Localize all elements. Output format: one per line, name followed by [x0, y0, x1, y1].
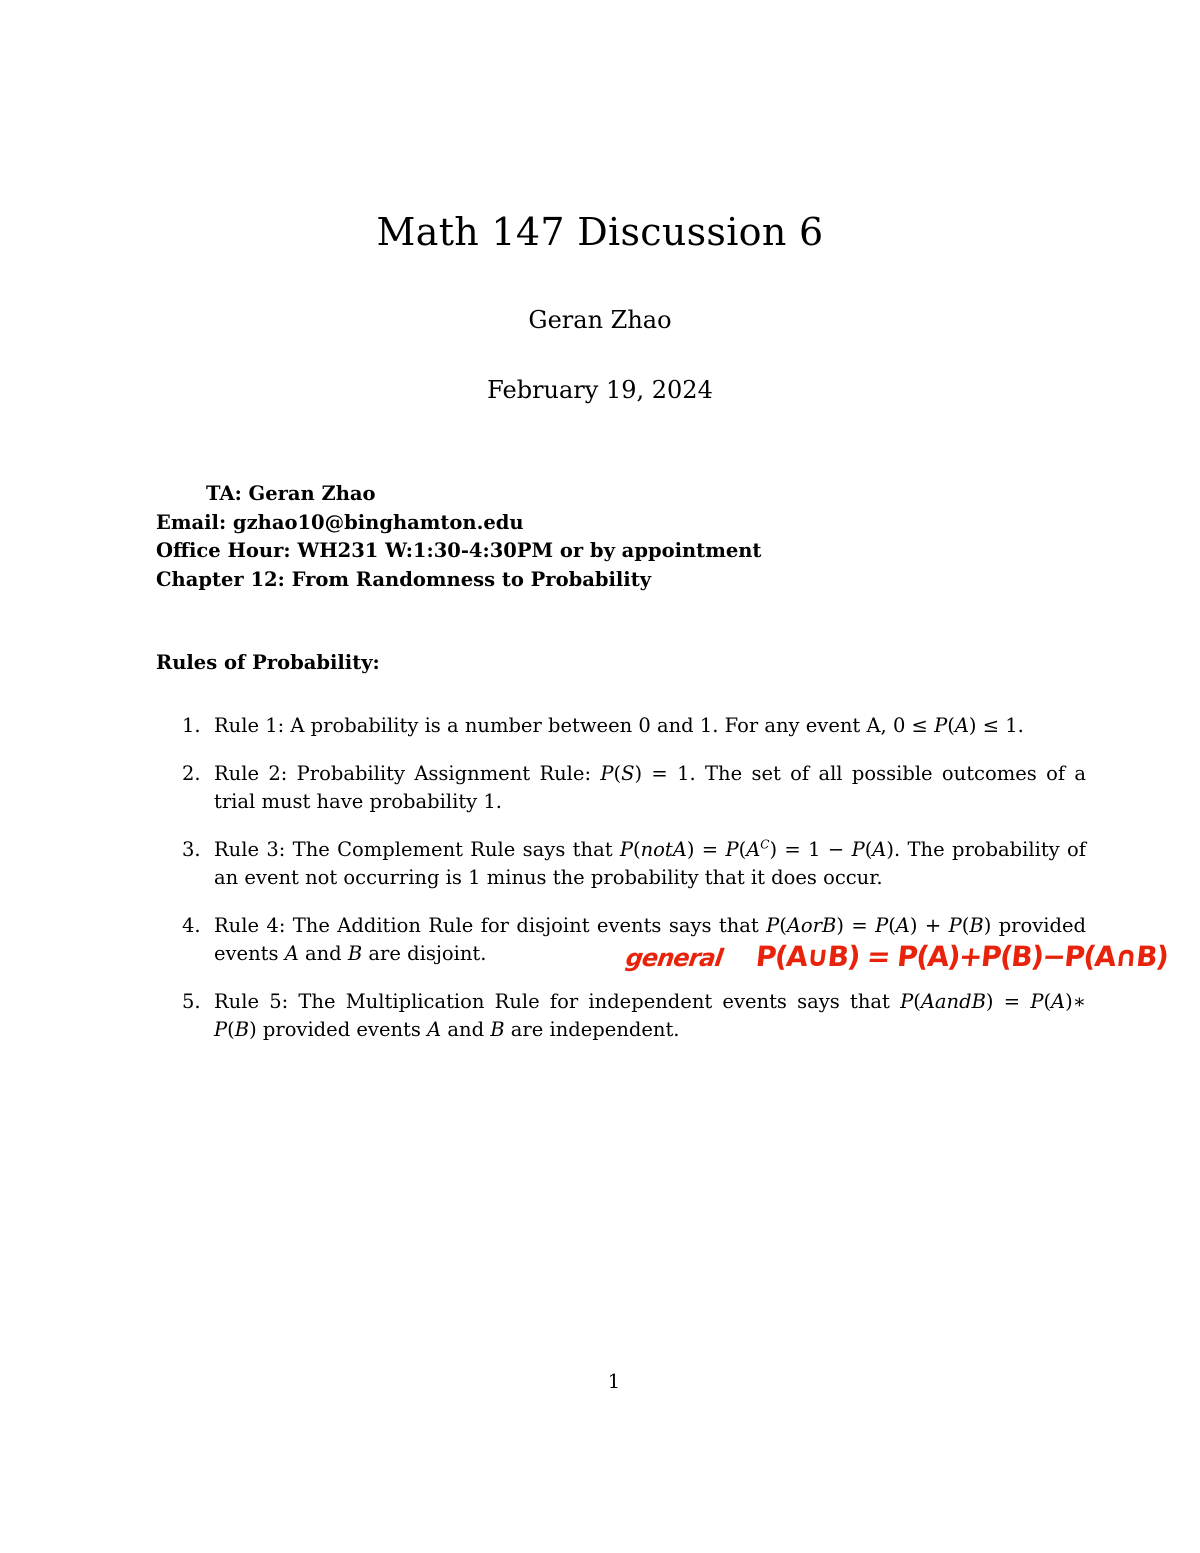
list-item — [156, 712, 1086, 741]
document-title: Math 147 Discussion 6 — [376, 210, 824, 254]
office-hour-line: Office Hour: WH231 W:1:30-4:30PM or by appointment — [156, 539, 762, 562]
handwritten-word: general — [624, 944, 725, 972]
rule-text: Rule 3: The Complement Rule says that P(notA) = $P(A^C) = 1 - P(A)$. The probability of an event not occurring is 1 minus the probability that it does occur. — [214, 837, 1086, 889]
handwritten-formula: P(A∪B) = P(A)+P(B)−P(A∩B) — [754, 940, 1170, 973]
rules-list — [156, 712, 1086, 1064]
rule-text: Rule 4: The Addition Rule for disjoint events says that P(AorB) = P(A) + P(B) provided events A and B are disjoint. — [214, 913, 1087, 965]
rule-number: 5. — [182, 989, 201, 1013]
handwritten-annotation — [620, 938, 1170, 986]
chapter-line: Chapter 12: From Randomness to Probability — [156, 567, 652, 591]
rule-number: 1. — [182, 714, 201, 737]
rule-text: Rule 5: The Multiplication Rule for independent events says that P(AandB) = P(A)∗ P(B) provided events A and B are independent. — [214, 989, 1087, 1041]
document-author: Geran Zhao — [528, 306, 672, 334]
rules-heading: Rules of Probability: — [156, 651, 380, 674]
document-date: February 19, 2024 — [487, 376, 713, 404]
list-item — [156, 836, 1086, 893]
list-item — [156, 988, 1086, 1045]
rule-text: Rule 2: Probability Assignment Rule: P(S) = 1. The set of all possible outcomes of a trial must have probability 1. — [214, 761, 1087, 813]
rule-number: 4. — [182, 913, 201, 937]
ta-line: TA: Geran Zhao — [206, 482, 376, 505]
list-item — [156, 760, 1086, 817]
page-number: 1 — [607, 1370, 621, 1393]
email-line: Email: gzhao10@binghamton.edu — [156, 510, 524, 534]
rule-number: 2. — [182, 761, 201, 785]
rule-number: 3. — [182, 837, 201, 861]
rule-text: Rule 1: A probability is a number between 0 and 1. For any event A, 0 ≤ P(A) ≤ 1. — [214, 714, 1024, 737]
course-info — [156, 480, 761, 594]
